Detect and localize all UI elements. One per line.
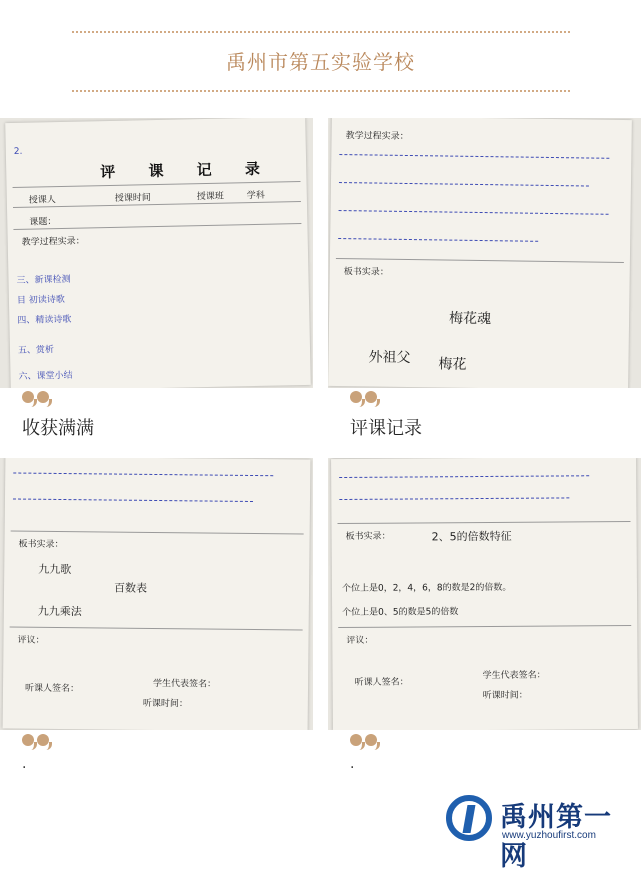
quote-icon xyxy=(22,734,52,752)
logo-mark-icon xyxy=(446,795,492,841)
paper-sheet xyxy=(3,458,311,730)
photo-lesson-record-4 xyxy=(328,458,641,730)
handwriting-line: 目 初读诗歌 xyxy=(16,294,65,306)
handwriting-line: 四、精读诗歌 xyxy=(17,314,72,326)
table-border xyxy=(13,223,301,230)
table-border xyxy=(11,530,304,534)
paper-sheet xyxy=(5,118,311,388)
quote-icon xyxy=(350,391,380,409)
photo-caption: · xyxy=(350,760,355,776)
board-text: 百数表 xyxy=(113,581,148,595)
table-border xyxy=(338,625,631,628)
board-text: 2、5的倍数特征 xyxy=(431,529,512,544)
printed-label: 学科 xyxy=(246,190,265,202)
table-border xyxy=(336,258,624,263)
handwriting-line xyxy=(338,238,538,242)
printed-label: 课题： xyxy=(29,217,57,228)
printed-label: 授课时间 xyxy=(114,193,151,204)
printed-label: 评议： xyxy=(17,635,45,646)
board-text: 个位上是0、5的数是5的倍数 xyxy=(342,607,459,618)
paper-sheet xyxy=(328,118,632,388)
printed-label: 听课时间： xyxy=(482,690,528,702)
printed-label: 板书实录： xyxy=(18,539,64,551)
board-text: 外祖父 xyxy=(368,349,411,367)
top-divider xyxy=(72,31,570,33)
printed-label: 教学过程实录： xyxy=(345,131,409,142)
logo-url: www.yuzhoufirst.com xyxy=(502,830,596,841)
photo-lesson-record-3 xyxy=(0,458,313,730)
table-border xyxy=(10,626,303,630)
table-border xyxy=(338,521,631,524)
board-text: 个位上是0，2，4，6，8的数是2的倍数。 xyxy=(341,582,512,594)
printed-label: 授课班 xyxy=(196,191,224,203)
photo-caption: 收获满满 xyxy=(22,418,94,439)
photo-lesson-record-2 xyxy=(328,118,641,388)
printed-label: 学生代表签名： xyxy=(153,678,217,690)
handwriting-line xyxy=(339,182,589,186)
printed-label: 评议： xyxy=(346,635,374,646)
board-text: 九九歌 xyxy=(38,562,72,577)
handwriting-line xyxy=(339,475,589,478)
printed-label: 板书实录： xyxy=(345,531,391,542)
board-text: 梅花魂 xyxy=(448,310,492,328)
paper-sheet xyxy=(331,458,638,730)
printed-label: 听课时间： xyxy=(142,698,188,710)
handwriting-line xyxy=(339,497,569,500)
printed-label: 板书实录： xyxy=(343,267,389,278)
handwriting-line xyxy=(13,472,273,476)
printed-label: 授课人 xyxy=(28,195,56,206)
table-border xyxy=(13,201,301,208)
photo-caption: 评课记录 xyxy=(350,418,422,439)
handwriting-line: 五、赏析 xyxy=(17,345,55,356)
handwriting-line xyxy=(339,210,609,215)
site-logo xyxy=(446,793,636,871)
board-text: 九九乘法 xyxy=(37,604,82,619)
printed-label: 听课人签名： xyxy=(354,677,409,688)
sheet-title: 评 课 记 录 xyxy=(100,159,275,182)
handwriting-line: 2. xyxy=(13,146,23,157)
logo-name: 禹州第一网 xyxy=(500,802,612,871)
quote-icon xyxy=(350,734,380,752)
printed-label: 教学过程实录： xyxy=(21,236,85,248)
printed-label: 听课人签名： xyxy=(24,683,80,695)
handwriting-line: 六、课堂小结 xyxy=(18,370,73,382)
handwriting-line xyxy=(13,498,253,502)
quote-icon xyxy=(22,391,52,409)
photo-lesson-record-1 xyxy=(0,118,313,388)
photo-caption: · xyxy=(22,760,27,776)
board-text: 梅花 xyxy=(438,356,467,373)
page-title: 禹州市第五实验学校 xyxy=(226,50,415,74)
handwriting-line: 三、新课检测 xyxy=(16,274,71,286)
printed-label: 学生代表签名： xyxy=(482,670,546,682)
bottom-divider xyxy=(72,90,570,92)
handwriting-line xyxy=(339,154,609,159)
